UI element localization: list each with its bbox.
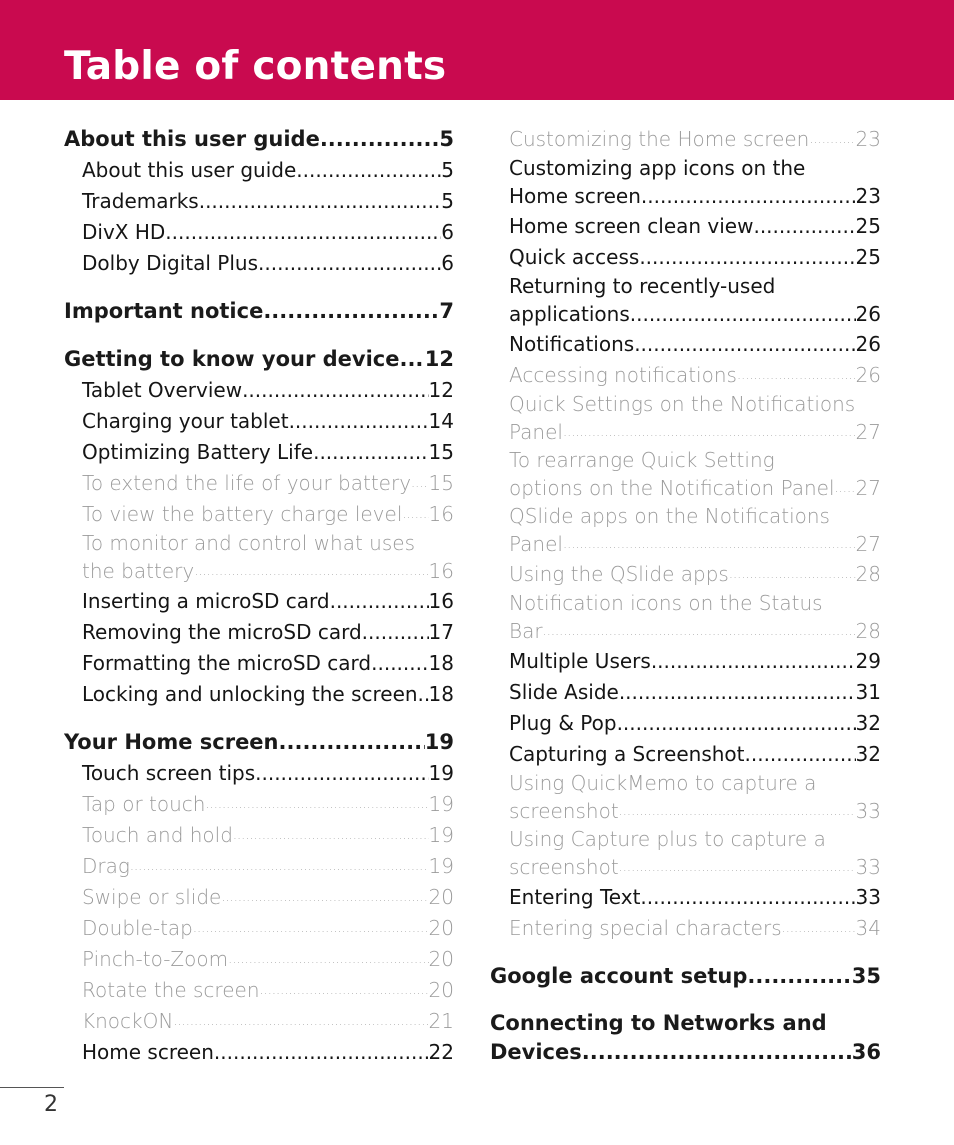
toc-entry-title: Accessing notifications	[509, 363, 737, 387]
dot-leader	[582, 1038, 852, 1067]
toc-entry-page: 25	[855, 245, 881, 269]
toc-entry-title-line1: Customizing app icons on the	[509, 156, 806, 180]
dot-leader	[543, 617, 856, 646]
dot-leader	[782, 913, 856, 944]
toc-entry-title: Multiple Users	[509, 649, 651, 673]
toc-entry-page: 16	[428, 559, 454, 583]
toc-entry-title: Using the QSlide apps	[509, 562, 729, 586]
toc-entry-title: Drag	[82, 854, 130, 878]
dot-leader	[418, 679, 429, 710]
toc-entry[interactable]	[490, 646, 881, 677]
toc-entry[interactable]	[64, 913, 454, 944]
toc-entry-page: 5	[441, 189, 454, 213]
toc-entry[interactable]	[64, 1006, 454, 1037]
toc-entry-title: Locking and unlocking the screen	[82, 682, 418, 706]
toc-entry[interactable]	[490, 211, 881, 242]
toc-entry-page: 25	[855, 214, 881, 238]
toc-entry-title: applications	[509, 302, 630, 326]
toc-entry-page: 16	[428, 589, 454, 613]
page-number: 2	[44, 1092, 58, 1117]
dot-leader	[313, 437, 428, 468]
toc-entry[interactable]	[64, 468, 454, 499]
toc-entry-page: 19	[428, 823, 454, 847]
dot-leader	[233, 820, 429, 851]
toc-entry-page: 12	[428, 378, 454, 402]
toc-entry-page: 7	[439, 299, 454, 323]
toc-entry-page: 27	[855, 476, 881, 500]
toc-entry[interactable]	[490, 590, 881, 646]
toc-entry[interactable]	[64, 975, 454, 1006]
toc-entry[interactable]	[490, 677, 881, 708]
dot-leader	[563, 418, 856, 447]
toc-entry-title: Swipe or slide	[82, 885, 222, 909]
toc-entry[interactable]	[490, 447, 881, 503]
page-title: Table of contents	[64, 44, 447, 89]
toc-entry-page: 26	[855, 302, 881, 326]
toc-entry-page: 20	[428, 885, 454, 909]
toc-entry-title: DivX HD	[82, 220, 166, 244]
dot-leader	[619, 853, 856, 882]
toc-entry-page: 20	[428, 947, 454, 971]
toc-entry-page: 15	[428, 440, 454, 464]
toc-entry[interactable]	[64, 727, 454, 758]
toc-entry-title-line1: Connecting to Networks and	[490, 1011, 827, 1035]
dot-leader	[320, 124, 440, 155]
toc-entry[interactable]	[490, 913, 881, 944]
dot-leader	[563, 530, 856, 559]
toc-entry-title: Devices	[490, 1040, 582, 1064]
toc-entry-title: About this user guide	[82, 158, 297, 182]
toc-entry[interactable]	[490, 155, 881, 211]
toc-entry-page: 35	[851, 964, 881, 988]
toc-entry-page: 32	[855, 711, 881, 735]
dot-leader	[228, 944, 428, 975]
toc-entry-title: Google account setup	[490, 964, 748, 988]
toc-entry-page: 19	[424, 730, 454, 754]
toc-entry-title: Trademarks	[82, 189, 199, 213]
toc-entry[interactable]	[64, 296, 454, 327]
toc-entry[interactable]	[64, 155, 454, 186]
dot-leader	[634, 329, 855, 360]
toc-entry-title: screenshot	[509, 855, 619, 879]
toc-entry-page: 5	[439, 127, 454, 151]
toc-entry-title: Plug & Pop	[509, 711, 617, 735]
toc-entry-title: To extend the life of your battery	[82, 471, 412, 495]
toc-entry-title: Quick access	[509, 245, 640, 269]
toc-entry-title: Dolby Digital Plus	[82, 251, 259, 275]
dot-leader	[835, 474, 856, 503]
dot-leader	[258, 248, 441, 279]
toc-entry-title: KnockON	[82, 1009, 174, 1033]
toc-entry-title: Touch screen tips	[82, 761, 256, 785]
toc-entry[interactable]	[64, 124, 454, 155]
toc-entry[interactable]	[490, 503, 881, 559]
toc-entry-page: 23	[855, 184, 881, 208]
toc-entry[interactable]	[490, 559, 881, 590]
dot-leader	[362, 617, 429, 648]
toc-entry-title-line1: Quick Settings on the Notifications	[509, 392, 856, 416]
toc-entry-title-line1: To monitor and control what uses	[82, 531, 415, 555]
toc-entry-page: 18	[428, 651, 454, 675]
toc-entry-title: options on the Notification Panel	[509, 476, 835, 500]
toc-entry-page: 26	[855, 363, 881, 387]
toc-entry[interactable]	[64, 758, 454, 789]
toc-entry[interactable]	[64, 820, 454, 851]
toc-entry-title: Notifications	[509, 332, 635, 356]
dot-leader	[651, 646, 856, 677]
toc-entry-title: Panel	[509, 532, 563, 556]
toc-entry[interactable]	[490, 391, 881, 447]
toc-entry-title: Home screen clean view	[509, 214, 754, 238]
toc-entry-title: To view the battery charge level	[82, 502, 403, 526]
toc-entry-page: 27	[855, 420, 881, 444]
toc-entry-page: 12	[424, 347, 454, 371]
footer-divider	[0, 1087, 64, 1088]
toc-entry-page: 19	[428, 761, 454, 785]
toc-entry-title: Slide Aside	[509, 680, 619, 704]
toc-entry[interactable]	[64, 248, 454, 279]
toc-entry[interactable]	[490, 329, 881, 360]
toc-entry[interactable]	[490, 739, 881, 770]
dot-leader	[809, 124, 855, 155]
toc-entry-title: About this user guide	[64, 127, 320, 151]
toc-entry[interactable]	[64, 679, 454, 710]
dot-leader	[193, 913, 429, 944]
dot-leader	[260, 975, 429, 1006]
dot-leader	[737, 360, 856, 391]
dot-leader	[729, 559, 856, 590]
dot-leader	[619, 677, 856, 708]
dot-leader	[194, 557, 428, 586]
toc-entry-title: Double-tap	[82, 916, 193, 940]
toc-entry-page: 15	[428, 471, 454, 495]
toc-entry-title-line1: Using Capture plus to capture a	[509, 827, 826, 851]
toc-entry-title: Charging your tablet	[82, 409, 289, 433]
toc-entry[interactable]	[490, 770, 881, 826]
toc-entry-title: Bar	[509, 619, 543, 643]
dot-leader	[263, 296, 439, 327]
toc-entry-page: 6	[441, 251, 454, 275]
toc-entry-title-line1: To rearrange Quick Setting	[509, 448, 775, 472]
toc-entry[interactable]	[64, 789, 454, 820]
toc-entry[interactable]	[64, 344, 454, 375]
toc-entry-title: Removing the microSD card	[82, 620, 362, 644]
toc-entry[interactable]	[64, 882, 454, 913]
toc-entry-page: 19	[428, 792, 454, 816]
toc-entry-title: Tap or touch	[82, 792, 206, 816]
toc-entry[interactable]	[64, 406, 454, 437]
dot-leader	[630, 300, 856, 329]
toc-entry-title: Tablet Overview	[82, 378, 243, 402]
dot-leader	[221, 882, 428, 913]
dot-leader	[330, 586, 429, 617]
toc-entry-page: 36	[851, 1040, 881, 1064]
toc-entry-title: Touch and hold	[82, 823, 233, 847]
toc-entry-page: 33	[855, 885, 881, 909]
toc-entry[interactable]	[64, 217, 454, 248]
toc-entry-title: Capturing a Screenshot	[509, 742, 745, 766]
toc-entry-page: 20	[428, 916, 454, 940]
toc-entry[interactable]	[64, 851, 454, 882]
toc-entry-page: 33	[855, 855, 881, 879]
toc-entry-page: 32	[855, 742, 881, 766]
toc-entry-title: Formatting the microSD card	[82, 651, 372, 675]
dot-leader	[165, 217, 441, 248]
dot-leader	[617, 708, 856, 739]
toc-entry-title: Customizing the Home screen	[509, 127, 810, 151]
toc-entry-page: 21	[428, 1009, 454, 1033]
dot-leader	[296, 155, 441, 186]
toc-entry-page: 17	[428, 620, 454, 644]
dot-leader	[173, 1006, 428, 1037]
dot-leader	[289, 406, 429, 437]
toc-entry-page: 16	[428, 502, 454, 526]
dot-leader	[745, 739, 856, 770]
toc-entry[interactable]	[490, 708, 881, 739]
toc-entry[interactable]	[490, 273, 881, 329]
dot-leader	[279, 727, 425, 758]
toc-entry[interactable]	[64, 375, 454, 406]
toc-entry-page: 23	[855, 127, 881, 151]
toc-entry-title-line1: Notification icons on the Status	[509, 591, 823, 615]
dot-leader	[641, 182, 856, 211]
toc-entry-page: 31	[855, 680, 881, 704]
page-header	[0, 0, 954, 100]
dot-leader	[753, 211, 855, 242]
dot-leader	[402, 499, 428, 530]
toc-entry[interactable]	[490, 1009, 881, 1067]
toc-entry[interactable]	[64, 499, 454, 530]
toc-entry[interactable]	[490, 882, 881, 913]
toc-entry-page: 34	[855, 916, 881, 940]
toc-entry-title: Inserting a microSD card	[82, 589, 330, 613]
toc-entry[interactable]	[490, 360, 881, 391]
dot-leader	[242, 375, 428, 406]
toc-entry-page: 14	[428, 409, 454, 433]
toc-entry-title: Your Home screen	[64, 730, 279, 754]
toc-entry-title: Home screen	[82, 1040, 214, 1064]
toc-entry-page: 33	[855, 799, 881, 823]
toc-entry[interactable]	[64, 1037, 454, 1068]
toc-column-right	[490, 124, 881, 1067]
toc-entry[interactable]	[64, 617, 454, 648]
toc-entry-title-line1: QSlide apps on the Notifications	[509, 504, 830, 528]
toc-entry-title: Entering Text	[509, 885, 641, 909]
dot-leader	[747, 961, 851, 992]
toc-entry[interactable]	[490, 961, 881, 992]
toc-column-left	[64, 124, 454, 1068]
dot-leader	[411, 468, 429, 499]
toc-entry-page: 28	[855, 619, 881, 643]
toc-entry[interactable]	[64, 586, 454, 617]
toc-entry[interactable]	[490, 124, 881, 155]
toc-entry-title-line1: Using QuickMemo to capture a	[509, 771, 817, 795]
toc-entry[interactable]	[64, 944, 454, 975]
toc-entry-page: 20	[428, 978, 454, 1002]
dot-leader	[619, 797, 856, 826]
toc-entry-page: 19	[428, 854, 454, 878]
toc-entry-title: Entering special characters	[509, 916, 782, 940]
dot-leader	[371, 648, 428, 679]
toc-entry-page: 5	[441, 158, 454, 182]
toc-entry-title: screenshot	[509, 799, 619, 823]
toc-entry-page: 29	[855, 649, 881, 673]
toc-entry-title-line1: Returning to recently-used	[509, 274, 776, 298]
toc-entry[interactable]	[64, 437, 454, 468]
toc-entry-title: the battery	[82, 559, 195, 583]
toc-entry[interactable]	[490, 826, 881, 882]
toc-entry[interactable]	[64, 186, 454, 217]
toc-entry-title: Pinch-to-Zoom	[82, 947, 229, 971]
toc-entry-title: Rotate the screen	[82, 978, 260, 1002]
toc-entry-page: 27	[855, 532, 881, 556]
toc-entry-title: Panel	[509, 420, 563, 444]
toc-entry-page: 22	[428, 1040, 454, 1064]
dot-leader	[214, 1037, 429, 1068]
toc-entry-title: Important notice	[64, 299, 264, 323]
toc-entry[interactable]	[64, 530, 454, 586]
toc-entry-title: Getting to know your device	[64, 347, 400, 371]
dot-leader	[130, 851, 429, 882]
toc-entry-title: Home screen	[509, 184, 641, 208]
toc-entry-page: 28	[855, 562, 881, 586]
toc-entry[interactable]	[490, 242, 881, 273]
dot-leader	[199, 186, 442, 217]
dot-leader	[205, 789, 428, 820]
dot-leader	[255, 758, 428, 789]
toc-entry-page: 18	[428, 682, 454, 706]
dot-leader	[639, 242, 855, 273]
dot-leader	[399, 344, 424, 375]
toc-entry-page: 6	[441, 220, 454, 244]
dot-leader	[640, 882, 855, 913]
toc-entry[interactable]	[64, 648, 454, 679]
toc-entry-title: Optimizing Battery Life	[82, 440, 314, 464]
toc-entry-page: 26	[855, 332, 881, 356]
